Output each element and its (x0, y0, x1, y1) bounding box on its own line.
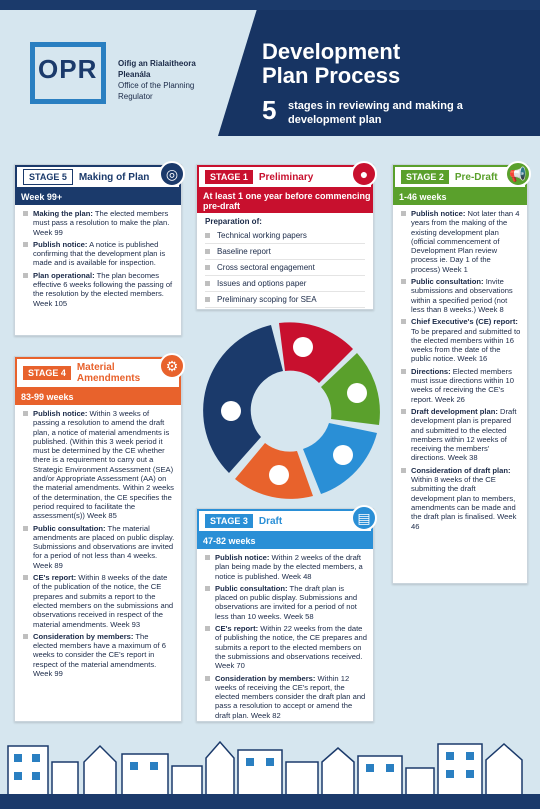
stage4-list (15, 405, 181, 685)
document-icon: ▤ (351, 505, 377, 531)
cycle-icon-gear (269, 465, 289, 485)
stage1-title: Preliminary (258, 171, 314, 183)
stage3-weeks: 47-82 weeks (197, 533, 373, 549)
list-item: CE's report: Within 8 weeks of the date of the publication of the notice, the CE prepares and submits a report to the elected members on the submissions and observations received in respect of the material amendments. Week 93 (23, 573, 175, 629)
list-item: Cross sectoral engagement (205, 260, 365, 276)
stage1-list (197, 228, 373, 312)
list-item: Preliminary scoping for SEA (205, 292, 365, 308)
stage1-header (197, 165, 373, 189)
list-item: Plan operational: The plan becomes effective 6 weeks following the passing of the resolution by the elected members. Week 105 (23, 271, 175, 308)
stage5-weeks: Week 99+ (15, 189, 181, 205)
stage1-card (196, 164, 374, 310)
subtitle-text: stages in reviewing and making a development plan (288, 100, 463, 126)
list-item: Directions: Elected members must issue directions within 10 weeks of receiving the CE's report. Week 26 (401, 367, 521, 404)
list-item: Chief Executive's (CE) report: To be prepared and submitted to the elected members within 16 weeks from the date of the public notice. Week 16 (401, 317, 521, 363)
stage5-list (15, 205, 181, 315)
opr-logo (30, 42, 110, 108)
cycle-icon-document (333, 445, 353, 465)
page-subtitle (262, 97, 532, 129)
stage2-card (392, 164, 528, 584)
logo-text: OPR (38, 54, 98, 84)
stage3-header (197, 509, 373, 533)
stage4-card (14, 356, 182, 722)
list-item: Publish notice: Not later than 4 years from the making of the existing development plan (official commencement of Development Plan review process ie. Day 1 of the process) Week 1 (401, 209, 521, 274)
list-item: Publish notice: Within 3 weeks of passing a resolution to amend the draft plan, a notice of material amendments is published. (Within this 3 week period it must be determined by the CE whether there is a requirement to carry out a Strategic Environment Assessment (SEA) and/or Appropriate Assessment (AA) on the material amendments. Within 2 weeks of the determination, the CE specifies the period required to facilitate the assessment(s)) Week 85 (23, 409, 175, 521)
stage2-title: Pre-Draft (454, 171, 498, 183)
stage2-label: STAGE 2 (401, 170, 449, 184)
title-line-1: Development (262, 39, 401, 64)
megaphone-icon: 📢 (505, 161, 531, 187)
stage3-card (196, 508, 374, 722)
list-item: Technical working papers (205, 228, 365, 244)
process-cycle-diagram (196, 316, 386, 506)
cycle-icon-megaphone (347, 383, 367, 403)
list-item: Publish notice: Within 2 weeks of the draft plan being made by the elected members, a notice is published. Week 48 (205, 553, 367, 581)
list-item: Baseline report (205, 244, 365, 260)
gear-icon: ⚙ (159, 353, 185, 379)
list-item: Public consultation: Invite submissions and observations within a specified period (not less than 8 weeks.) Week 8 (401, 277, 521, 314)
top-bar (0, 0, 540, 10)
list-item: Consideration of draft plan: Within 8 weeks of the CE submitting the draft development plan to members, amendments can be made and the draft plan is finalised. Week 46 (401, 466, 521, 531)
list-item: Publish notice: A notice is published confirming that the development plan is made and is available for inspection. (23, 240, 175, 268)
stage4-label: STAGE 4 (23, 366, 71, 380)
stage2-list (393, 205, 527, 538)
city-skyline-illustration (0, 732, 540, 798)
stage5-header (15, 165, 181, 189)
stage2-weeks: 1-46 weeks (393, 189, 527, 205)
stage1-weeks: At least 1 one year before commencing pre-draft (197, 189, 373, 213)
bottom-bar (0, 794, 540, 809)
stage4-title: Material Amendments (76, 362, 141, 384)
page-title (262, 40, 522, 88)
target-icon: ◎ (159, 161, 185, 187)
stage5-card (14, 164, 182, 336)
subtitle-number: 5 (262, 95, 277, 125)
list-item: Draft development plan: Draft development plan is prepared and submitted to the elected members within 12 weeks of receiving the members' directions. Week 38 (401, 407, 521, 463)
stage1-label: STAGE 1 (205, 170, 253, 184)
title-line-2: Plan Process (262, 63, 401, 88)
list-item: Public consultation: The material amendments are placed on public display. Submissions and observations are invited for a period of not less than 4 weeks. Week 89 (23, 524, 175, 570)
list-item: Consideration by members: Within 12 weeks of receiving the CE's report, the elected members consider the draft plan and pass a resolution to accept or amend the draft plan. Week 82 (205, 674, 367, 720)
list-item: Consideration by members: The elected members have a maximum of 6 weeks to consider the CE's report in respect of the material amendments. Week 99 (23, 632, 175, 678)
organisation-name (118, 58, 228, 102)
stage3-list (197, 549, 373, 727)
stage3-label: STAGE 3 (205, 514, 253, 528)
list-item: CE's report: Within 22 weeks from the date of publishing the notice, the CE prepares and submits a report to the elected members on the submissions and observations received. Week 70 (205, 624, 367, 670)
org-name-irish: Oifig an Rialaitheora Pleanála (118, 59, 196, 79)
cycle-icon-target (221, 401, 241, 421)
list-item: Making the plan: The elected members must pass a resolution to make the plan. Week 99 (23, 209, 175, 237)
list-item: Public consultation: The draft plan is placed on public display. Submissions and observations are invited for a period of not less than 10 weeks. Week 58 (205, 584, 367, 621)
stage1-prep-title: Preparation of: (205, 217, 262, 226)
stage4-header (15, 357, 181, 389)
list-item: Issues and options paper (205, 276, 365, 292)
stage5-label: STAGE 5 (23, 169, 73, 185)
person-icon: ● (351, 161, 377, 187)
stage5-title: Making of Plan (78, 171, 150, 183)
stage4-weeks: 83-99 weeks (15, 389, 181, 405)
cycle-icon-person (293, 337, 313, 357)
stage3-title: Draft (258, 515, 283, 527)
org-name-english: Office of the Planning Regulator (118, 81, 195, 101)
